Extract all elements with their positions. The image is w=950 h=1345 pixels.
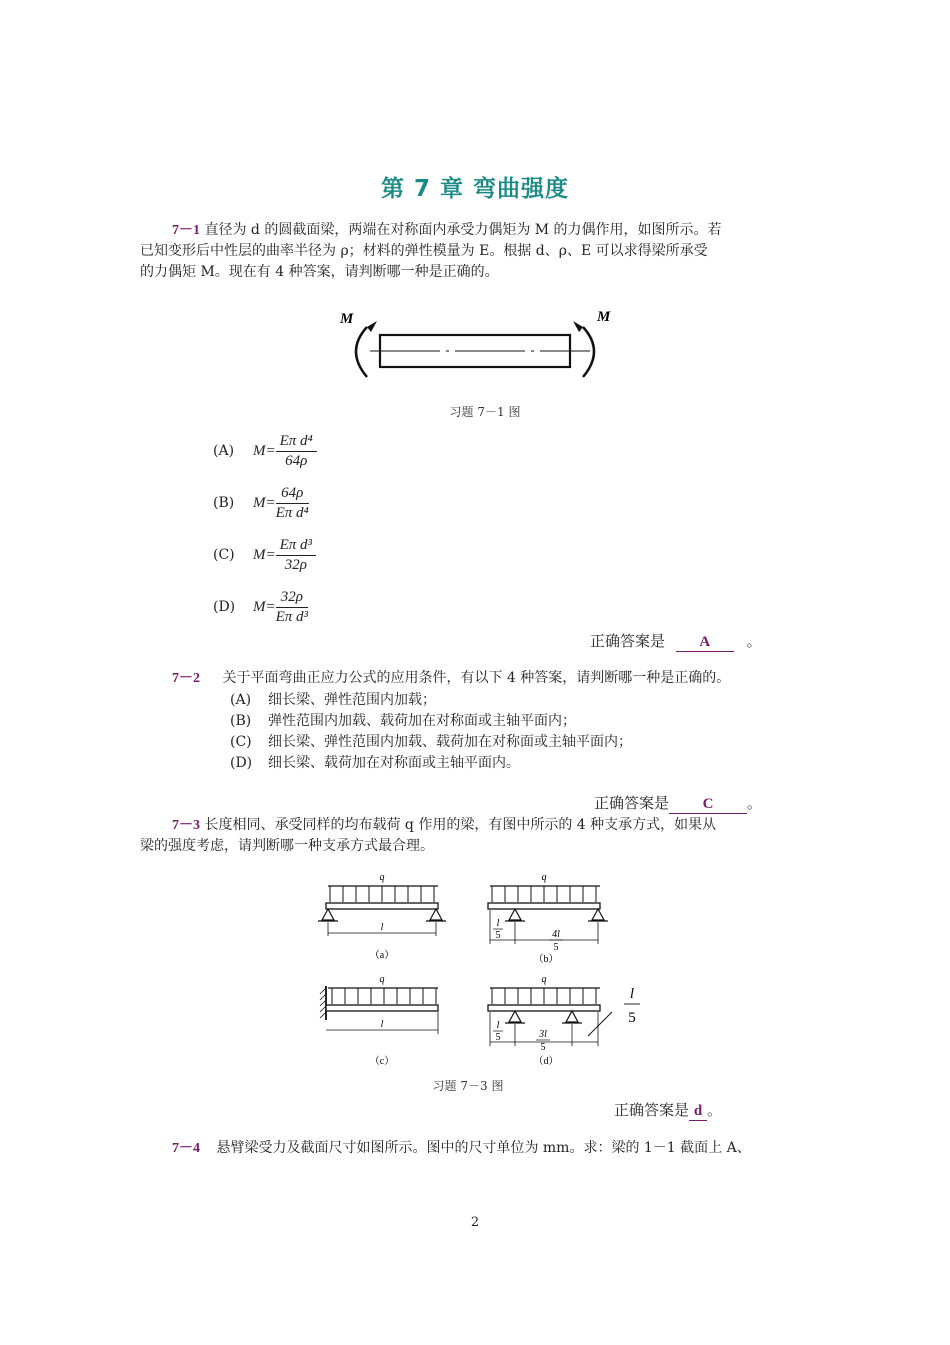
answer-prefix: 正确答案是 bbox=[590, 632, 666, 650]
dim-num: l bbox=[496, 918, 500, 929]
answer-value: A bbox=[676, 634, 734, 652]
dim-den: 5 bbox=[495, 930, 501, 941]
moment-label-right: M bbox=[597, 309, 611, 325]
beam-c bbox=[320, 974, 438, 1067]
text-line: 梁的强度考虑，请判断哪一种支承方式最合理。 bbox=[140, 838, 434, 854]
load-label: q bbox=[541, 872, 547, 883]
answer-suffix: 。 bbox=[746, 632, 762, 650]
problem-number: 7－4 bbox=[172, 1141, 200, 1156]
figure-7-1 bbox=[335, 305, 625, 385]
dim-den: 5 bbox=[553, 942, 559, 953]
beam-d bbox=[488, 974, 612, 1067]
dim-den: 5 bbox=[540, 1042, 546, 1053]
option-d: (D) 细长梁、载荷加在对称面或主轴平面内。 bbox=[230, 755, 520, 771]
option-label: (D) bbox=[213, 599, 236, 615]
dim-num: 4l bbox=[552, 929, 560, 940]
option-b bbox=[213, 477, 317, 529]
answer-7-1 bbox=[590, 630, 762, 652]
text-line: 直径为 d 的圆截面梁，两端在对称面内承受力偶矩为 M 的力偶作用，如图所示。若 bbox=[204, 222, 722, 238]
option-b: (B) 弹性范围内加载、载荷加在对称面或主轴平面内； bbox=[230, 713, 576, 729]
dim-num: 3l bbox=[539, 1029, 547, 1040]
problem-number: 7－1 bbox=[172, 223, 200, 238]
answer-7-3 bbox=[614, 1099, 722, 1121]
answer-7-2 bbox=[594, 792, 762, 814]
option-label: (B) bbox=[213, 495, 235, 511]
option-d bbox=[213, 581, 317, 633]
figure-caption: 习题 7－1 图 bbox=[449, 405, 521, 419]
option-label: (A) bbox=[213, 443, 235, 459]
answer-suffix: 。 bbox=[747, 794, 763, 812]
moment-arrow-right bbox=[583, 327, 594, 377]
text-line: 关于平面弯曲正应力公式的应用条件，有以下 4 种答案，请判断哪一种是正确的。 bbox=[222, 670, 731, 686]
option-lhs: M= bbox=[253, 598, 276, 615]
chapter-title: 第 7 章 弯曲强度 bbox=[380, 176, 570, 202]
option-a bbox=[213, 425, 317, 477]
answer-prefix: 正确答案是 bbox=[594, 794, 670, 812]
answer-suffix: 。 bbox=[707, 1101, 723, 1119]
page-number: 2 bbox=[470, 1215, 480, 1230]
dim-num: l bbox=[496, 1020, 500, 1031]
beam-a bbox=[318, 872, 446, 961]
side-fraction-num: l bbox=[629, 986, 635, 1002]
options-7-1 bbox=[213, 425, 317, 633]
moment-arrow-left bbox=[356, 327, 367, 377]
beam-b bbox=[488, 872, 608, 965]
answer-value: C bbox=[669, 796, 747, 814]
option-a: (A) 细长梁、弹性范围内加载； bbox=[230, 692, 436, 708]
option-c: (C) 细长梁、弹性范围内加载、载荷加在对称面或主轴平面内； bbox=[230, 734, 632, 750]
answer-value: d bbox=[689, 1103, 707, 1121]
text-line: 已知变形后中性层的曲率半径为 ρ；材料的弹性模量为 E。根据 d、ρ、E 可以求得梁所承受 bbox=[140, 243, 708, 259]
dim-den: 5 bbox=[495, 1032, 501, 1043]
length-label: l bbox=[380, 922, 384, 933]
text-line: 悬臂梁受力及截面尺寸如图所示。图中的尺寸单位为 mm。求：梁的 1－1 截面上 A、 bbox=[216, 1140, 751, 1156]
load-label: q bbox=[379, 872, 385, 883]
option-label: (C) bbox=[213, 547, 235, 563]
figure-7-3 bbox=[310, 870, 650, 1075]
option-lhs: M= bbox=[253, 494, 276, 511]
problem-7-3-text bbox=[140, 815, 820, 857]
problem-7-4-text bbox=[172, 1138, 822, 1159]
option-c bbox=[213, 529, 317, 581]
length-label: l bbox=[380, 1019, 384, 1030]
load-label: q bbox=[379, 974, 385, 985]
case-label: （b） bbox=[533, 954, 559, 965]
text-line: 长度相同、承受同样的均布载荷 q 作用的梁，有图中所示的 4 种支承方式，如果从 bbox=[204, 817, 717, 833]
fraction: $\frac{\text{Eπ d³}}{32\rho}$ bbox=[276, 537, 316, 574]
fraction: $\frac{64\rho}{\text{Eπ d⁴}}$ bbox=[275, 484, 309, 521]
option-lhs: M= bbox=[253, 442, 276, 459]
case-label: （a） bbox=[369, 950, 395, 961]
problem-7-1-text bbox=[140, 220, 820, 283]
problem-number: 7－2 bbox=[172, 671, 200, 686]
fraction: $\frac{32\rho}{\text{Eπ d³}}$ bbox=[275, 588, 309, 625]
case-label: （d） bbox=[533, 1056, 559, 1067]
problem-number: 7－3 bbox=[172, 818, 200, 833]
answer-prefix: 正确答案是 bbox=[614, 1101, 690, 1119]
fraction: $\frac{\text{Eπ d⁴}}{64\rho}$ bbox=[276, 433, 317, 470]
figure-caption: 习题 7－3 图 bbox=[432, 1079, 504, 1093]
text-line: 的力偶矩 M。现在有 4 种答案，请判断哪一种是正确的。 bbox=[140, 264, 499, 280]
options-7-2 bbox=[230, 690, 632, 774]
side-fraction-den: 5 bbox=[628, 1010, 636, 1026]
problem-7-2-text bbox=[172, 668, 822, 689]
load-label: q bbox=[541, 974, 547, 985]
moment-label-left: M bbox=[340, 311, 354, 327]
case-label: （c） bbox=[369, 1056, 395, 1067]
option-lhs: M= bbox=[253, 546, 276, 563]
